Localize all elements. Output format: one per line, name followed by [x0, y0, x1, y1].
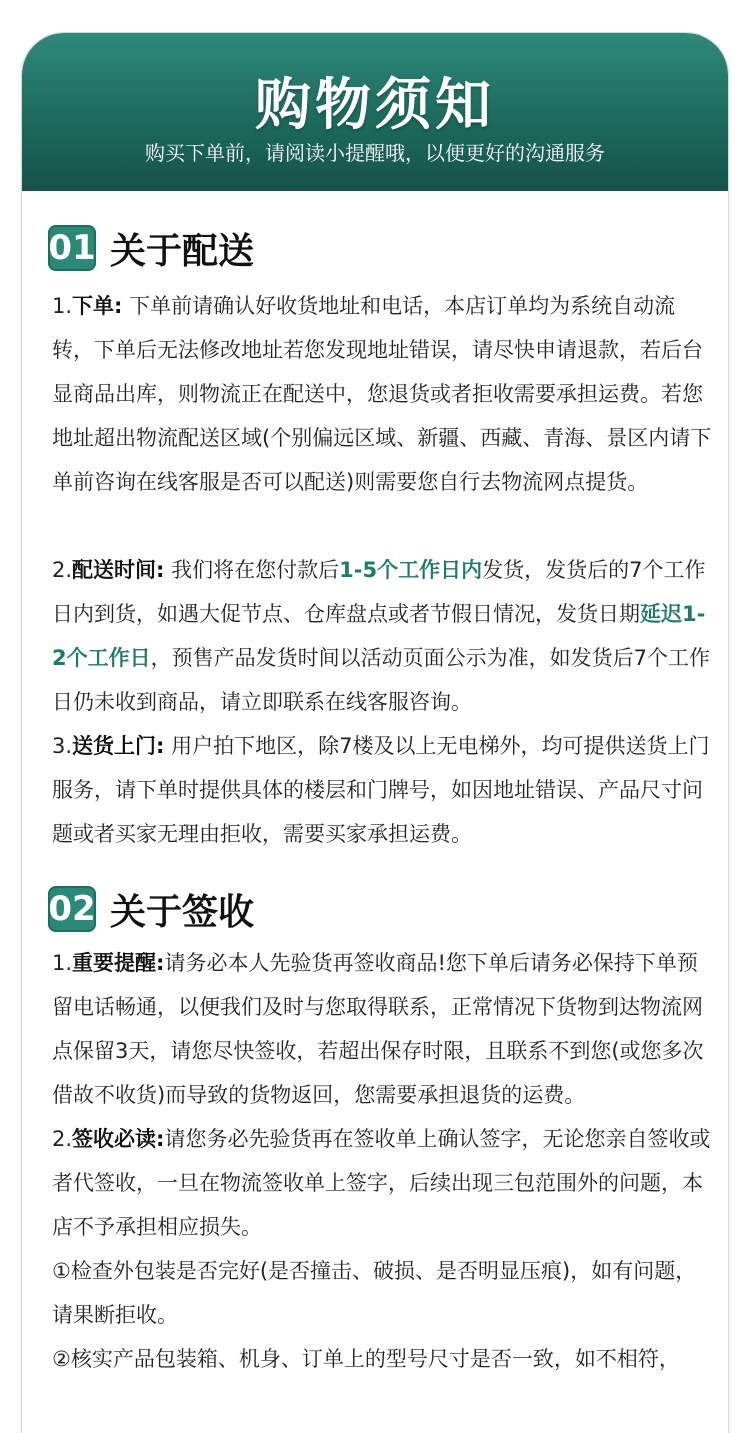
item-label: 送货上门:	[72, 734, 165, 758]
item-label: 重要提醒:	[72, 951, 165, 975]
receipt-check-package: ①检查外包装是否完好(是否撞击、破损、是否明显压痕)，如有问题，请果断拒收。	[52, 1259, 697, 1327]
notice-card	[22, 33, 728, 1433]
section-title: 关于配送	[110, 230, 255, 272]
highlight-text: 1-5个工作日内	[339, 558, 483, 582]
delivery-item-time: 2.配送时间: 我们将在您付款后1-5个工作日内发货，发货后的7个工作日内到货，如遇大促节点、仓库盘点或者节假日情况，发货日期延迟1-2个工作日，预售产品发货时间以活动页面公示为准，如发货后7个工作日仍未收到商品，请立即联系在线客服咨询。	[52, 558, 710, 714]
receipt-item-reminder: 1.重要提醒:请务必本人先验货再签收商品!您下单后请务必保持下单预留电话畅通，以便我们及时与您取得联系，正常情况下货物到达物流网点保留3天，请您尽快签收，若超出保存时限，且联系不到您(或您多次借故不收货)而导致的货物返回，您需要承担退货的运费。	[52, 951, 704, 1107]
highlight-text: 延迟1-2个工作日	[52, 602, 706, 670]
delivery-item-door: 3.送货上门: 用户拍下地区，除7楼及以上无电梯外，均可提供送货上门服务，请下单时提供具体的楼层和门牌号，如因地址错误、产品尺寸问题或者买家无理由拒收，需要买家承担运费。	[52, 734, 710, 846]
item-label: 下单:	[72, 294, 123, 318]
receipt-item-must-read: 2.签收必读:请您务必先验货再在签收单上确认签字，无论您亲自签收或者代签收，一旦在物流签收单上签字，后续出现三包范围外的问题，本店不予承担相应损失。	[52, 1127, 711, 1239]
section-header-delivery	[48, 222, 254, 274]
page-title: 购物须知	[255, 73, 495, 138]
section-number-badge: 01	[48, 225, 96, 271]
page-subtitle: 购买下单前，请阅读小提醒哦，以便更好的沟通服务	[145, 141, 605, 165]
item-label: 配送时间:	[72, 558, 165, 582]
section-number-badge: 02	[48, 886, 96, 932]
delivery-item-order: 1.下单: 下单前请确认好收货地址和电话，本店订单均为系统自动流转，下单后无法修改地址若您发现地址错误，请尽快申请退款，若后台显商品出库，则物流正在配送中，您退货或者拒收需要承担运费。若您地址超出物流配送区域(个别偏远区域、新疆、西藏、青海、景区内请下单前咨询在线客服是否可以配送)则需要您自行去物流网点提货。	[52, 294, 712, 494]
header-banner	[22, 33, 728, 191]
section-header-receipt	[48, 883, 254, 935]
item-label: 签收必读:	[72, 1127, 165, 1151]
section-title: 关于签收	[110, 891, 255, 933]
receipt-check-model: ②核实产品包装箱、机身、订单上的型号尺寸是否一致，如不相符，	[52, 1347, 680, 1371]
